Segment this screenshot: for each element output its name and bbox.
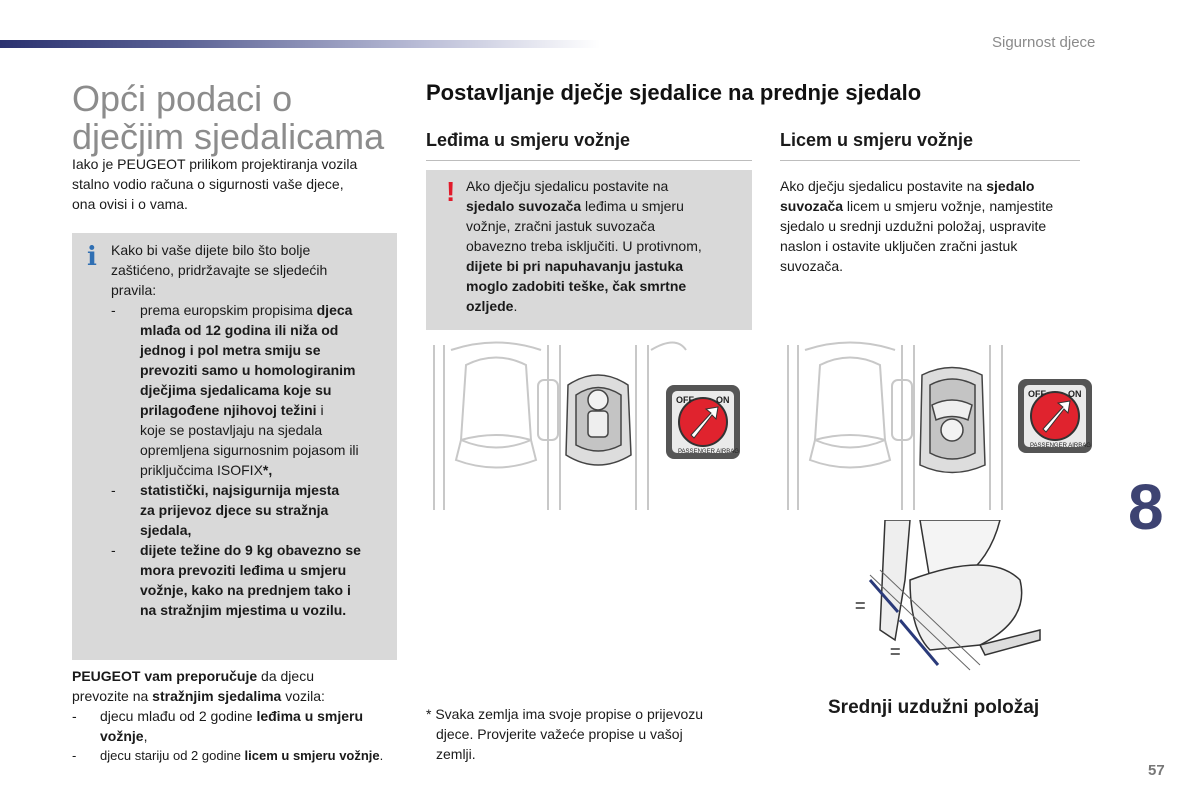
info-icon: i [87, 242, 97, 272]
page-title [72, 80, 412, 156]
bold-text: mora prevoziti leđima u smjeru [140, 562, 347, 578]
info-line: Kako bi vaše dijete bilo što bolje [111, 242, 311, 258]
bold-text: prilagođene njihovoj težini [140, 402, 317, 418]
equal-mark: = [855, 596, 866, 616]
bullet-dash: - [111, 542, 116, 558]
bold-text: ozljede [466, 298, 514, 314]
bullet-dash: - [72, 748, 77, 763]
bold-text: *, [262, 462, 273, 478]
bold-text: sjedalo [986, 178, 1035, 194]
bold-text: dječjima sjedalicama koje su [140, 382, 332, 398]
text: * Svaka zemlja ima svoje propise o prijevozu [426, 706, 704, 722]
bullet-dash: - [72, 708, 77, 724]
text: , [143, 728, 148, 744]
info-line: pravila: [111, 282, 157, 298]
info-bullet-1 [111, 300, 381, 480]
intro-line: stalno vodio računa o sigurnosti vaše djece, [72, 176, 344, 192]
title-line-1: Opći podaci o [72, 78, 293, 119]
text: prevozite na [72, 688, 153, 704]
switch-off-label: OFF [676, 395, 694, 405]
bold-text: leđima u smjeru [256, 708, 364, 724]
rec-item-2 [72, 746, 397, 766]
equal-mark: = [890, 642, 901, 662]
text: zemlji. [436, 746, 476, 762]
rear-facing-heading: Leđima u smjeru vožnje [426, 130, 631, 150]
bullet-dash: - [111, 482, 116, 498]
chapter-number: 8 [1128, 471, 1164, 543]
bold-text: moglo zadobiti teške, čak smrtne [466, 278, 687, 294]
bold-text: sjedalo suvozača [466, 198, 582, 214]
warning-icon: ! [446, 176, 456, 207]
airbag-switch-off [666, 385, 740, 459]
text: opremljena sigurnosnim pojasom ili [140, 442, 359, 458]
text: licem u smjeru vožnje, namjestite [843, 198, 1054, 214]
rear-facing-seat-illustration [426, 335, 752, 510]
page-number: 57 [1148, 762, 1165, 779]
text: . [379, 748, 384, 763]
forward-facing-text [780, 176, 1090, 276]
text: da djecu [257, 668, 314, 684]
text: vožnje, zračni jastuk suvozača [466, 218, 656, 234]
bold-text: suvozača [780, 198, 844, 214]
section-heading: Postavljanje dječje sjedalice na prednje sjedalo [426, 80, 922, 105]
bold-text: sjedala, [140, 522, 192, 538]
intro-line: Iako je PEUGEOT prilikom projektiranja vozila [72, 156, 358, 172]
bold-text: prevoziti samo u homologiranim [140, 362, 356, 378]
info-line: zaštićeno, pridržavajte se sljedećih [111, 262, 328, 278]
text: obavezno treba isključiti. U protivnom, [466, 238, 702, 254]
bold-text: licem u smjeru vožnje [244, 748, 380, 763]
text: suvozača. [780, 258, 844, 274]
bold-text: PEUGEOT vam preporučuje [72, 668, 258, 684]
text: leđima u smjeru [581, 198, 684, 214]
info-text [111, 240, 381, 620]
seat-side-illustration [850, 520, 1080, 680]
rec-item-1 [72, 706, 397, 746]
warning-text [466, 176, 736, 316]
forward-facing-seat-illustration [780, 335, 1100, 510]
divider [426, 160, 752, 161]
switch-off-label: OFF [1028, 389, 1046, 399]
text: prema europskim propisima [140, 302, 317, 318]
header-bar [0, 40, 600, 48]
bold-text: stražnjim sjedalima [152, 688, 282, 704]
bold-text: na stražnjim mjestima u vozilu. [140, 602, 347, 618]
text: naslon i ostavite uključen zračni jastuk [780, 238, 1018, 254]
text: . [513, 298, 518, 314]
text: vozila: [281, 688, 325, 704]
text: djece. Provjerite važeće propise u vašoj [436, 726, 683, 742]
text: koje se postavljaju na sjedala [140, 422, 323, 438]
text: djecu mlađu od 2 godine [100, 708, 257, 724]
switch-on-label: ON [716, 395, 730, 405]
switch-caption: PASSENGER AIRBAG [1030, 443, 1091, 449]
bold-text: djeca [316, 302, 353, 318]
middle-position-label: Srednji uzdužni položaj [828, 697, 1040, 718]
forward-facing-heading: Licem u smjeru vožnje [780, 130, 974, 150]
airbag-switch-on [1018, 379, 1092, 453]
title-line-2: dječjim sjedalicama [72, 116, 385, 157]
bold-text: vožnje [100, 728, 144, 744]
bold-text: jednog i pol metra smiju se [140, 342, 321, 358]
bold-text: vožnje, kako na prednjem tako i [140, 582, 351, 598]
switch-on-label: ON [1068, 389, 1082, 399]
bold-text: dijete bi pri napuhavanju jastuka [466, 258, 684, 274]
text: priključcima ISOFIX [140, 462, 263, 478]
divider [780, 160, 1080, 161]
bullet-dash: - [111, 302, 116, 318]
intro-line: ona ovisi i o vama. [72, 196, 188, 212]
info-bullet-3 [111, 540, 381, 620]
text: Ako dječju sjedalicu postavite na [780, 178, 987, 194]
footnote [426, 704, 746, 764]
text: sjedalo u srednji uzdužni položaj, uspravite [780, 218, 1047, 234]
bold-text: statistički, najsigurnija mjesta [140, 482, 340, 498]
bold-text: za prijevoz djece su stražnja [140, 502, 329, 518]
intro-paragraph [72, 154, 392, 214]
section-title: Sigurnost djece [992, 34, 1096, 51]
info-bullet-2 [111, 480, 381, 540]
text: djecu stariju od 2 godine [100, 748, 245, 763]
switch-caption: PASSENGER AIRBAG [678, 449, 739, 455]
bold-text: dijete težine do 9 kg obavezno se [140, 542, 361, 558]
bold-text: mlađa od 12 godina ili niža od [140, 322, 339, 338]
text: i [316, 402, 324, 418]
recommendation-paragraph [72, 666, 397, 766]
text: Ako dječju sjedalicu postavite na [466, 178, 669, 194]
